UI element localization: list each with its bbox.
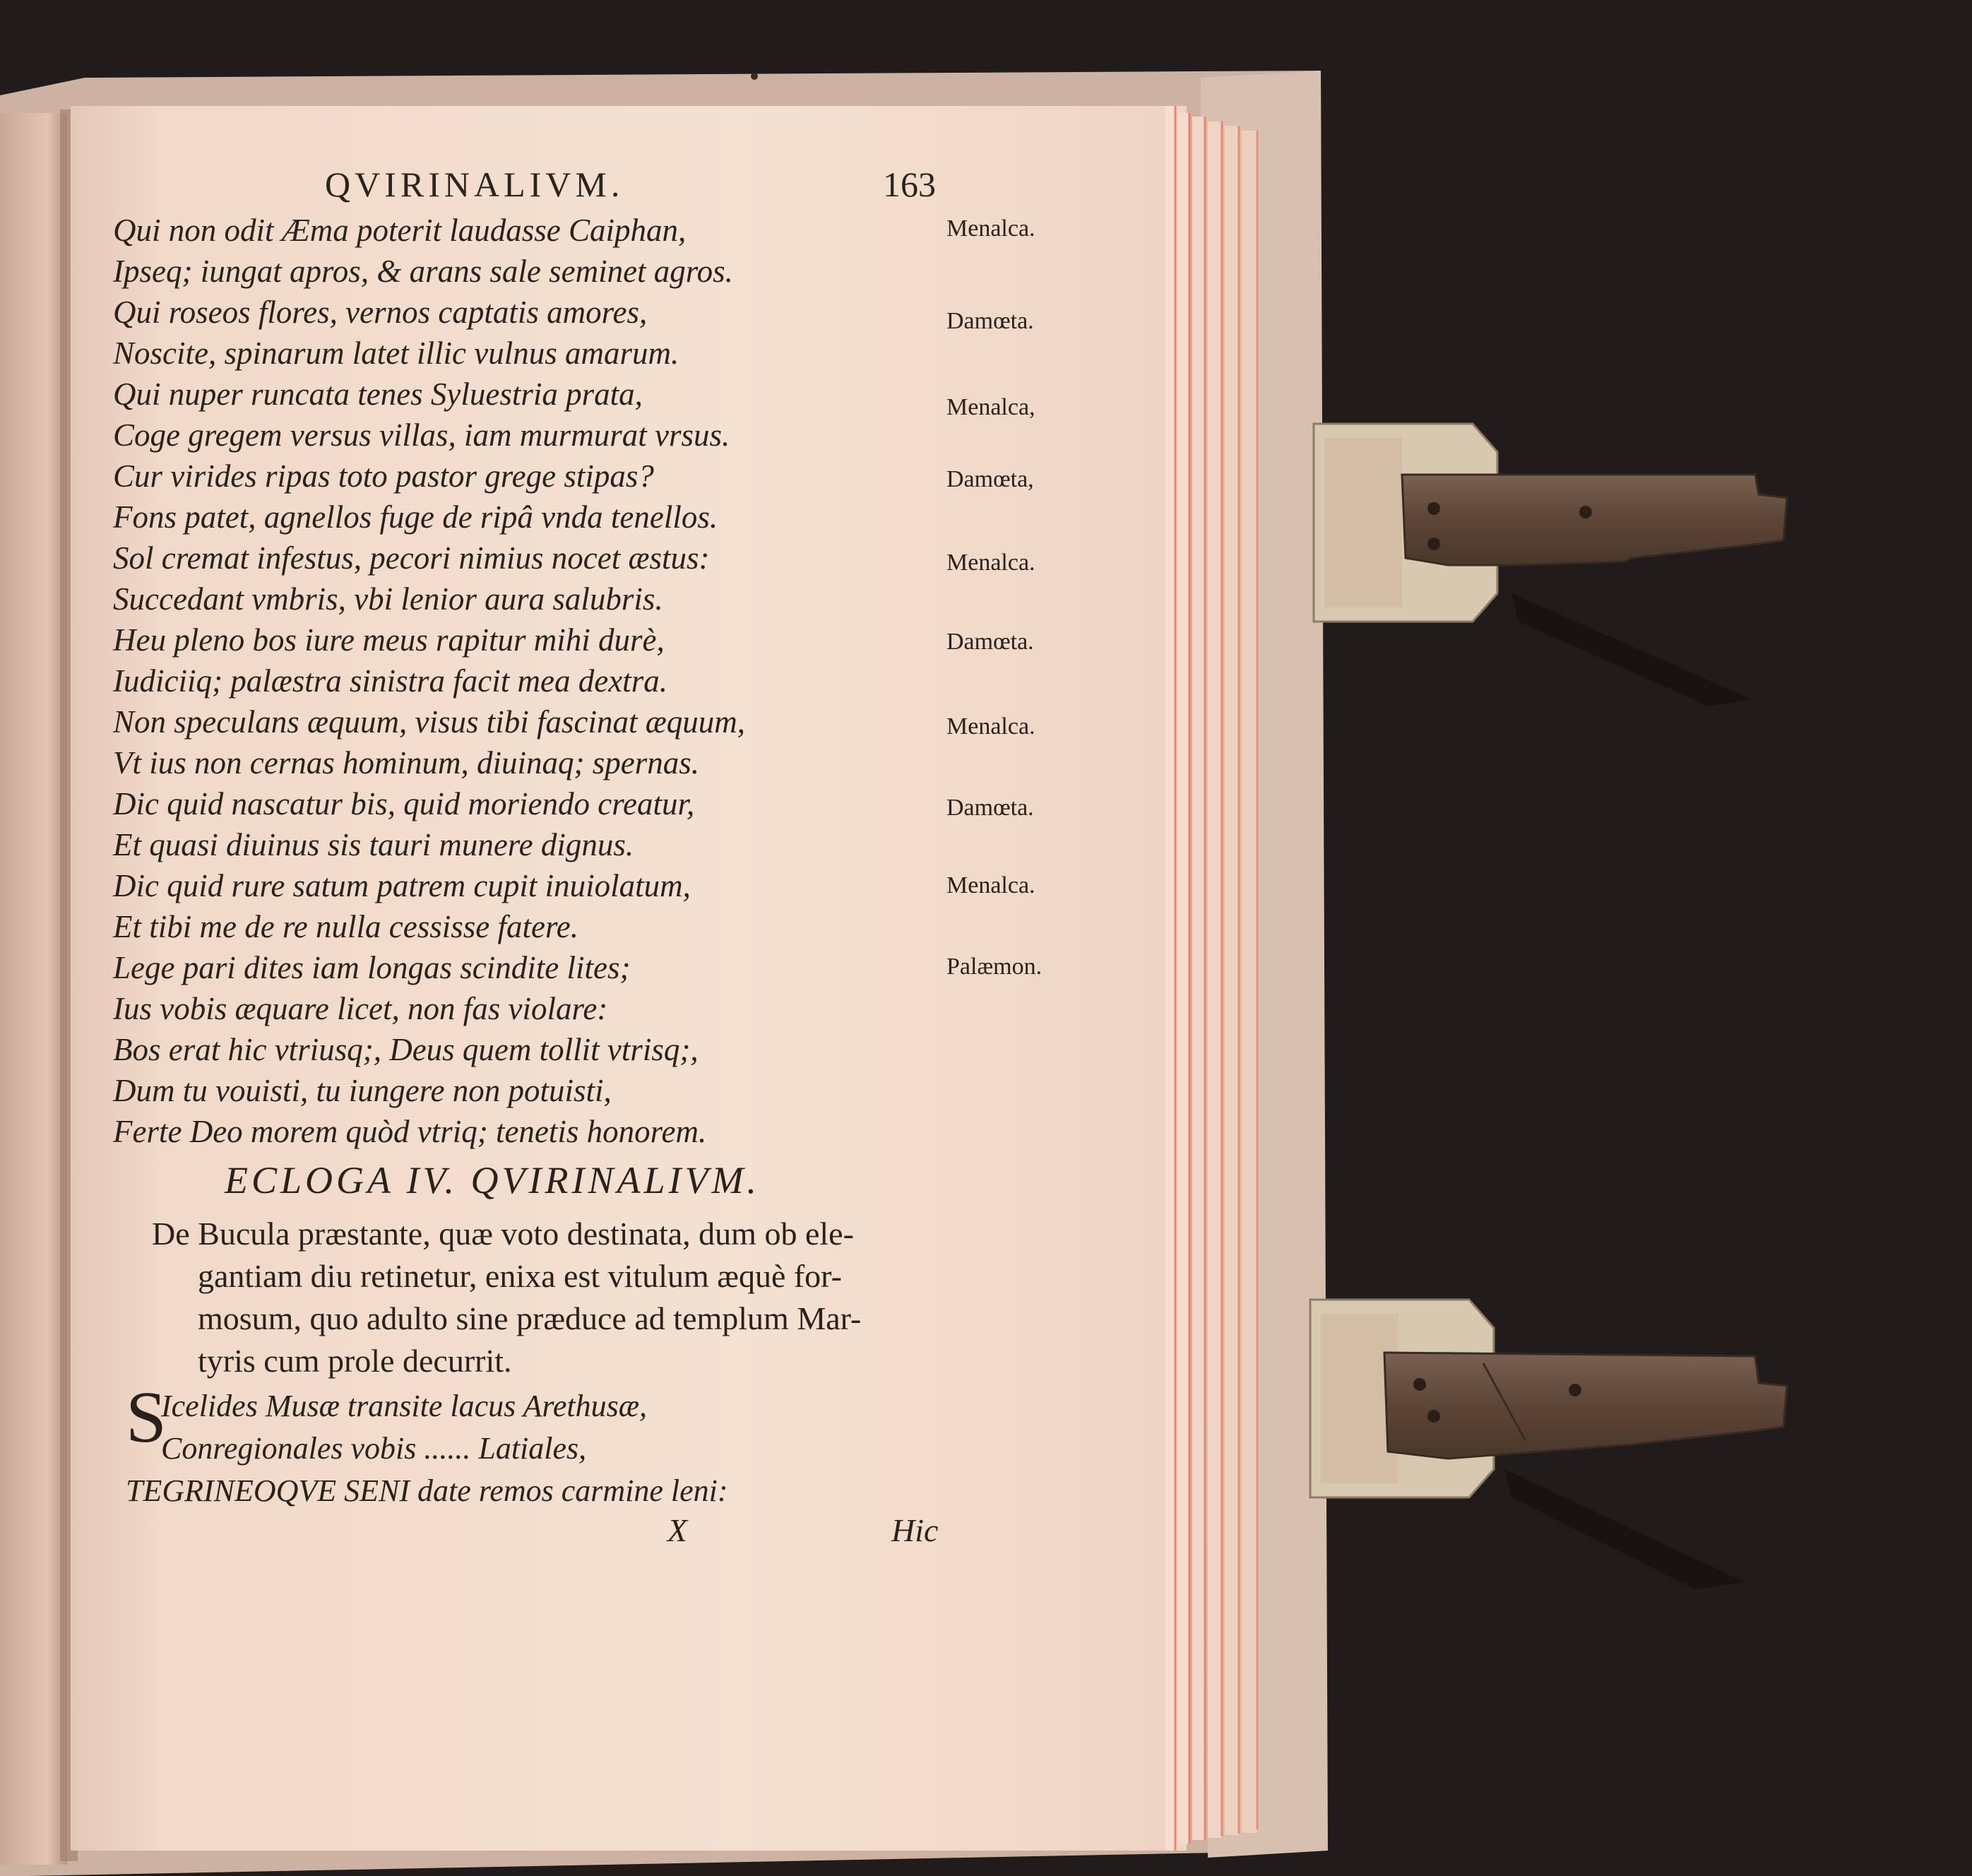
speaker-name: Damœta. [946,795,1034,821]
verse-line: Et tibi me de re nulla cessisse fatere. [113,909,579,944]
catchword: Hic [891,1512,939,1548]
speaker-name: Menalca. [946,713,1035,740]
verse-line: Non speculans æquum, visus tibi fascinat æquum, [113,704,746,740]
verse-line: Qui roseos flores, vernos captatis amores, [113,295,648,330]
verse-line: Ius vobis æquare licet, non fas violare: [113,991,608,1026]
speaker-name: Menalca. [946,550,1035,576]
drop-initial: S [126,1377,167,1458]
verse-line: Sol cremat infestus, pecori nimius nocet æstus: [113,540,710,576]
page-number: 163 [883,165,936,204]
verse-line: Lege pari dites iam longas scindite lites; [113,950,631,985]
verse-line: Dic quid rure satum patrem cupit inuiolatum, [113,868,691,903]
verse-line: Coge gregem versus villas, iam murmurat vrsus. [113,417,730,453]
verse-line: Vt ius non cernas hominum, diuinaq; spernas. [113,745,699,780]
verse-line: Qui nuper runcata tenes Syluestria prata, [113,376,643,412]
verse-line: Heu pleno bos iure meus rapitur mihi durè, [113,622,665,658]
verse-line: Ferte Deo morem quòd vtriq; tenetis honorem. [113,1114,707,1149]
speaker-name: Damœta, [946,466,1034,492]
verse-line: Ipseq; iungat apros, & arans sale seminet agros. [113,254,733,289]
verse-line: Et quasi diuinus sis tauri munere dignus. [113,827,634,862]
speaker-name: Damœta. [946,629,1034,655]
argument-line: tyris cum prole decurrit. [198,1343,512,1379]
verse-line: Noscite, spinarum latet illic vulnus amarum. [113,336,679,371]
speaker-name: Damœta. [946,308,1034,334]
speaker-name: Palæmon. [946,954,1043,980]
verse-line: Fons patet, agnellos fuge de ripâ vnda tenellos. [113,499,718,535]
verse-line: Icelides Musæ transite lacus Arethusæ, [161,1389,648,1423]
argument-line: gantiam diu retinetur, enixa est vitulum æquè for- [198,1258,842,1294]
verse-line: Conregionales vobis ...... Latiales, [161,1431,587,1466]
verse-line: Bos erat hic vtriusq;, Deus quem tollit vtrisq;, [113,1032,699,1067]
verse-line: TEGRINEOQVE SENI date remos carmine leni: [126,1473,728,1508]
verse-line: Dic quid nascatur bis, quid moriendo creatur, [113,786,695,821]
speaker-name: Menalca. [946,215,1035,242]
eclogue-title: ECLOGA IV. QVIRINALIVM. [225,1159,760,1201]
speaker-name: Menalca, [946,394,1035,420]
verse-line: Dum tu vouisti, tu iungere non potuisti, [113,1073,612,1108]
verse-line: Iudiciiq; palæstra sinistra facit mea dextra. [113,663,667,699]
signature-mark: X [667,1512,688,1548]
verse-line: Cur virides ripas toto pastor grege stipas? [113,458,654,494]
verse-line: Succedant vmbris, vbi lenior aura salubris. [113,581,663,617]
speaker-name: Menalca. [946,872,1035,898]
argument-line: mosum, quo adulto sine præduce ad templum Mar- [198,1300,862,1336]
verse-line: Qui non odit Æma poterit laudasse Caiphan, [113,213,687,248]
argument-line: De Bucula præstante, quæ voto destinata, dum ob ele- [152,1216,854,1252]
running-head: QVIRINALIVM. [325,165,624,204]
